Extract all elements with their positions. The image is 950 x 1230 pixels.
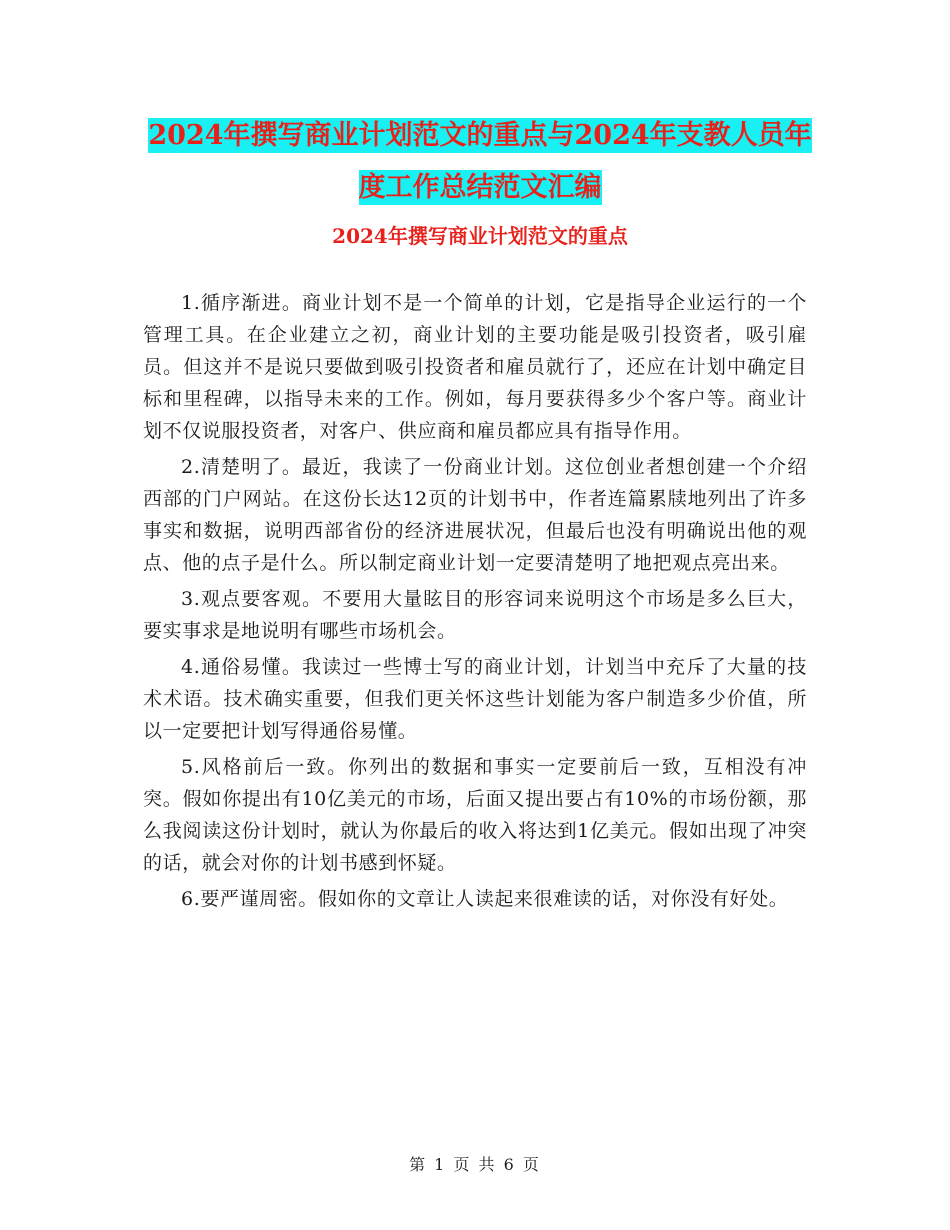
paragraph-5: 5.风格前后一致。你列出的数据和事实一定要前后一致，互相没有冲突。假如你提出有10亿美元的市场，后面又提出要占有10%的市场份额，那么我阅读这份计划时，就认为你最后的收入将达到1亿美元。假如出现了冲突的话，就会对你的计划书感到怀疑。 xyxy=(143,756,807,874)
document-title-line1: 2024年撰写商业计划范文的重点与2024年支教人员年 xyxy=(148,120,812,151)
section-title: 2024年撰写商业计划范文的重点 xyxy=(332,224,628,248)
paragraph-1: 1.循序渐进。商业计划不是一个简单的计划，它是指导企业运行的一个管理工具。在企业建立之初，商业计划的主要功能是吸引投资者，吸引雇员。但这并不是说只要做到吸引投资者和雇员就行了，还应在计划中确定目标和里程碑，以指导未来的工作。例如，每月要获得多少个客户等。商业计划不仅说服投资者，对客户、供应商和雇员都应具有指导作用。 xyxy=(143,292,807,442)
document-title-line2: 度工作总结范文汇编 xyxy=(358,172,602,203)
paragraph-4: 4.通俗易懂。我读过一些博士写的商业计划，计划当中充斥了大量的技术术语。技术确实重要，但我们更关怀这些计划能为客户制造多少价值，所以一定要把计划写得通俗易懂。 xyxy=(143,656,807,742)
paragraph-2: 2.清楚明了。最近，我读了一份商业计划。这位创业者想创建一个介绍西部的门户网站。在这份长达12页的计划书中，作者连篇累牍地列出了许多事实和数据，说明西部省份的经济进展状况，但最后也没有明确说出他的观点、他的点子是什么。所以制定商业计划一定要清楚明了地把观点亮出来。 xyxy=(143,456,807,574)
document-title xyxy=(140,110,820,214)
page-footer: 第 1 页 共 6 页 xyxy=(409,1155,541,1174)
paragraph-6: 6.要严谨周密。假如你的文章让人读起来很难读的话，对你没有好处。 xyxy=(181,888,789,910)
document-body xyxy=(143,287,807,915)
paragraph-3: 3.观点要客观。不要用大量眩目的形容词来说明这个市场是多么巨大，要实事求是地说明有哪些市场机会。 xyxy=(143,588,807,642)
